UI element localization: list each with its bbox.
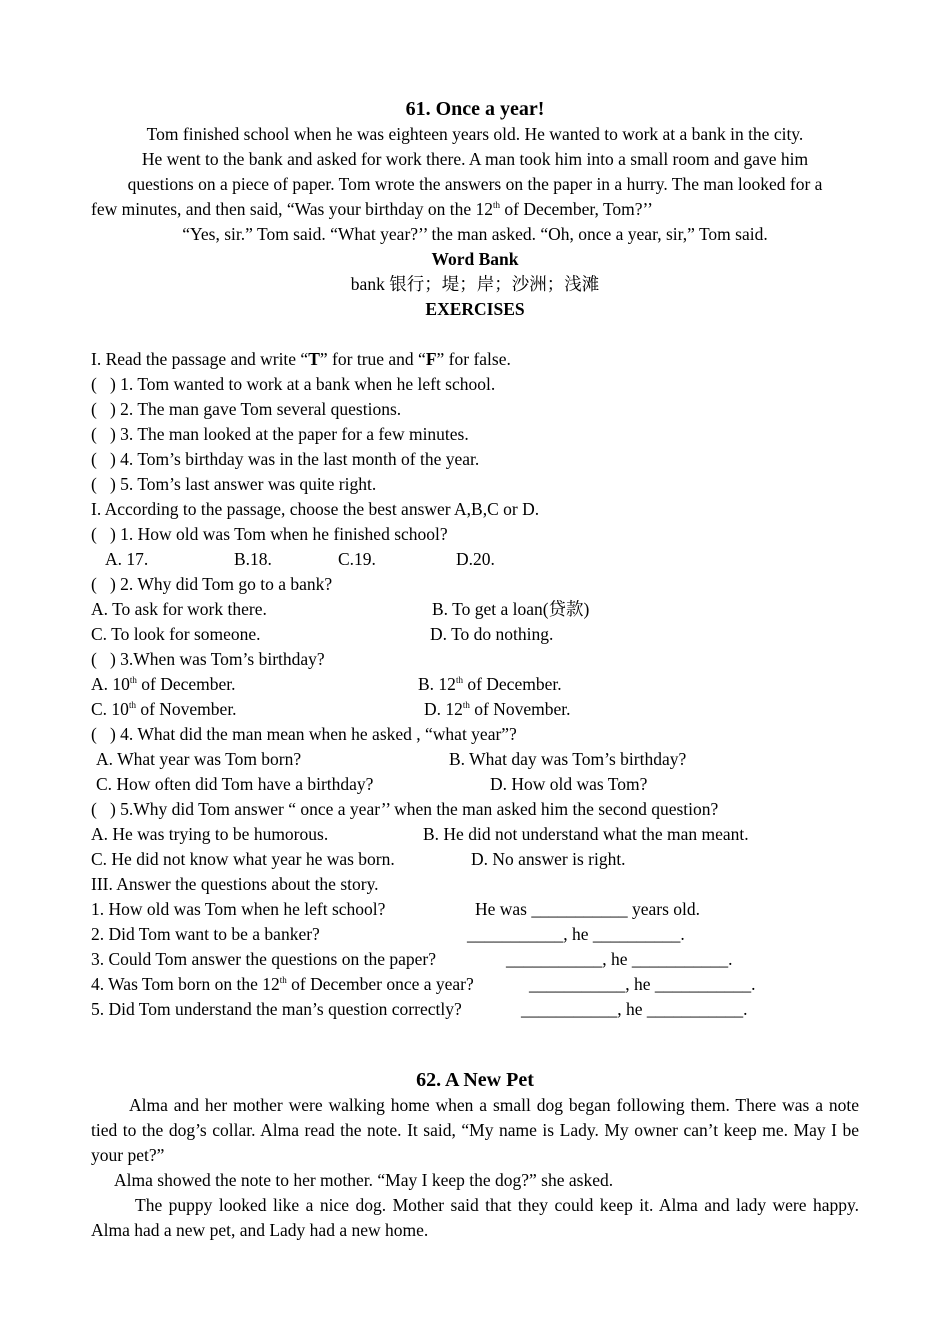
mc-option: D. To do nothing. — [430, 624, 554, 644]
mc-option: A. 17. — [105, 549, 149, 569]
word-bank-entry: bank 银行；堤；岸；沙洲；浅滩 — [350, 274, 600, 294]
short-answer-question: 3. Could Tom answer the questions on the paper? — [91, 949, 436, 969]
short-answer-question: 2. Did Tom want to be a banker? — [91, 924, 320, 944]
mc-question: ( ) 3.When was Tom’s birthday? — [91, 649, 325, 669]
answer-blank: ___________, he __________. — [467, 924, 685, 944]
short-answer-question: 5. Did Tom understand the man’s question correctly? — [91, 999, 462, 1019]
answer-blank: ___________, he ___________. — [506, 949, 733, 969]
mc-option: A. To ask for work there. — [91, 599, 267, 619]
paragraph-line: He went to the bank and asked for work there. A man took him into a small room and gave him — [141, 149, 809, 169]
section-2-heading: I. According to the passage, choose the best answer A,B,C or D. — [91, 499, 540, 519]
paragraph-line: few minutes, and then said, “Was your birthday on the 12th of December, Tom?’’ — [91, 199, 653, 219]
mc-question: ( ) 4. What did the man mean when he asked , “what year”? — [91, 724, 517, 744]
paragraph-line: questions on a piece of paper. Tom wrote the answers on the paper in a hurry. The man looked for a — [127, 174, 823, 194]
paragraph-line: “Yes, sir.” Tom said. “What year?’’ the man asked. “Oh, once a year, sir,” Tom said. — [182, 224, 768, 244]
paragraph: Alma and her mother were walking home when a small dog began following them. There was a note tied to the dog’s collar. Alma read the note. It said, “My name is Lady. My owner can’t keep me. May I be your pet?” — [91, 1095, 859, 1165]
mc-option: D. No answer is right. — [471, 849, 626, 869]
tf-item: ( ) 2. The man gave Tom several questions. — [91, 399, 402, 419]
mc-option: C. To look for someone. — [91, 624, 261, 644]
mc-option: B. To get a loan(贷款) — [432, 599, 590, 619]
short-answer-question: 1. How old was Tom when he left school? — [91, 899, 386, 919]
mc-option: A. 10th of December. — [91, 674, 236, 694]
mc-question: ( ) 1. How old was Tom when he finished school? — [91, 524, 448, 544]
answer-blank: ___________, he ___________. — [529, 974, 756, 994]
story-61-title: 61. Once a year! — [405, 98, 545, 120]
mc-question: ( ) 5.Why did Tom answer “ once a year’’ when the man asked him the second question? — [91, 799, 719, 819]
mc-option: C. He did not know what year he was born. — [91, 849, 395, 869]
answer-blank: He was ___________ years old. — [475, 899, 701, 919]
mc-option: A. What year was Tom born? — [96, 749, 302, 769]
paragraph-line: Tom finished school when he was eighteen years old. He wanted to work at a bank in the city. — [146, 124, 804, 144]
mc-option: D. 12th of November. — [424, 699, 571, 719]
story-62-title: 62. A New Pet — [416, 1069, 534, 1091]
mc-option: B.18. — [234, 549, 272, 569]
mc-option: B. 12th of December. — [418, 674, 562, 694]
tf-item: ( ) 1. Tom wanted to work at a bank when he left school. — [91, 374, 496, 394]
paragraph: The puppy looked like a nice dog. Mother said that they could keep it. Alma and lady were happy. Alma had a new pet, and Lady had a new home. — [91, 1195, 859, 1240]
mc-option: A. He was trying to be humorous. — [91, 824, 329, 844]
exercises-heading: EXERCISES — [425, 299, 525, 319]
tf-item: ( ) 5. Tom’s last answer was quite right. — [91, 474, 377, 494]
section-3-heading: III. Answer the questions about the story. — [91, 874, 379, 894]
answer-blank: ___________, he ___________. — [521, 999, 748, 1019]
tf-item: ( ) 3. The man looked at the paper for a few minutes. — [91, 424, 469, 444]
word-bank-heading: Word Bank — [431, 249, 519, 269]
section-1-heading: I. Read the passage and write “T” for true and “F” for false. — [91, 349, 511, 369]
mc-option: B. He did not understand what the man meant. — [423, 824, 749, 844]
tf-item: ( ) 4. Tom’s birthday was in the last month of the year. — [91, 449, 480, 469]
mc-option: C. How often did Tom have a birthday? — [96, 774, 374, 794]
mc-option: D. How old was Tom? — [490, 774, 648, 794]
mc-question: ( ) 2. Why did Tom go to a bank? — [91, 574, 333, 594]
mc-option: C.19. — [338, 549, 376, 569]
mc-option: B. What day was Tom’s birthday? — [449, 749, 687, 769]
mc-option: C. 10th of November. — [91, 699, 237, 719]
short-answer-question: 4. Was Tom born on the 12th of December once a year? — [91, 974, 474, 994]
mc-option: D.20. — [456, 549, 495, 569]
paragraph: Alma showed the note to her mother. “May I keep the dog?” she asked. — [114, 1170, 614, 1190]
